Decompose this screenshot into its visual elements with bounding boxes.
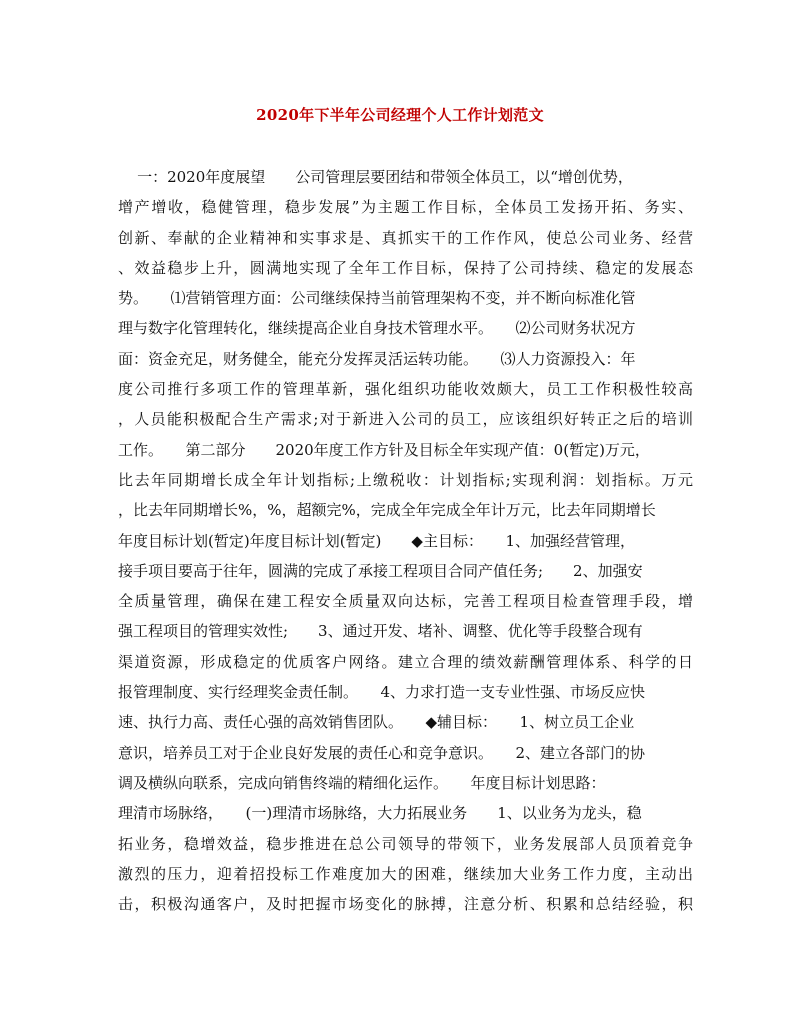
document-body: [118, 162, 693, 919]
body-line-16: 强工程项目的管理实效性; 3、通过开发、堵补、调整、优化等手段整合现有: [118, 622, 643, 641]
body-line-9: ，人员能积极配合生产需求;对于新进入公司的员工，应该组织好转正之后的培训: [118, 410, 693, 429]
body-line-8: 度公司推行多项工作的管理革新，强化组织功能收效颇大，员工工作积极性较高: [118, 380, 693, 399]
body-line-22: 理清市场脉络， (一)理清市场脉络，大力拓展业务 1、以业务为龙头，稳: [118, 804, 642, 823]
body-line-11: 比去年同期增长成全年计划指标;上缴税收：计划指标;实现利润：划指标。万元: [118, 470, 693, 489]
body-line-18: 报管理制度、实行经理奖金责任制。 4、力求打造一支专业性强、市场反应快: [118, 683, 646, 702]
body-line-20: 意识，培养员工对于企业良好发展的责任心和竞争意识。 2、建立各部门的协: [118, 743, 646, 762]
body-line-25: 击，积极沟通客户，及时把握市场变化的脉搏，注意分析、积累和总结经验，积: [118, 895, 693, 914]
body-line-21: 调及横纵向联系，完成向销售终端的精细化运作。 年度目标计划思路：: [118, 773, 606, 792]
body-line-17: 渠道资源，形成稳定的优质客户网络。建立合理的绩效薪酬管理体系、科学的日: [118, 652, 693, 671]
body-line-3: 创新、奉献的企业精神和实事求是、真抓实干的工作作风，使总公司业务、经营: [118, 228, 693, 247]
body-line-2: 增产增收，稳健管理，稳步发展”为主题工作目标，全体员工发扬开拓、务实、: [118, 198, 693, 217]
body-line-19: 速、执行力高、责任心强的高效销售团队。 ◆辅目标： 1、树立员工企业: [118, 713, 635, 732]
body-line-15: 全质量管理，确保在建工程安全质量双向达标，完善工程项目检查管理手段，增: [118, 592, 693, 611]
body-line-13: 年度目标计划(暂定)年度目标计划(暂定) ◆主目标： 1、加强经营管理，: [118, 531, 635, 550]
document-title: 2020年下半年公司经理个人工作计划范文: [256, 106, 544, 124]
body-line-4: 、效益稳步上升，圆满地实现了全年工作目标，保持了公司持续、稳定的发展态: [118, 258, 693, 277]
body-line-10: 工作。 第二部分 2020年度工作方针及目标全年实现产值：0(暂定)万元，: [118, 440, 650, 459]
body-line-6: 理与数字化管理转化，继续提高企业自身技术管理水平。 ⑵公司财务状况方: [118, 319, 636, 338]
body-line-24: 激烈的压力，迎着招投标工作难度加大的困难，继续加大业务工作力度，主动出: [118, 864, 693, 883]
body-line-23: 拓业务，稳增效益，稳步推进在总公司领导的带领下，业务发展部人员顶着竞争: [118, 834, 693, 853]
body-line-12: ，比去年同期增长%，%，超额完%，完成全年完成全年计万元，比去年同期增长: [118, 501, 656, 520]
body-line-5: 势。 ⑴营销管理方面：公司继续保持当前管理架构不变，并不断向标准化管: [118, 289, 636, 308]
body-line-14: 接手项目要高于往年，圆满的完成了承接工程项目合同产值任务; 2、加强安: [118, 561, 643, 580]
body-line-1: 一：2020年度展望 公司管理层要团结和带领全体员工，以“增创优势，: [118, 168, 633, 186]
body-line-7: 面：资金充足，财务健全，能充分发挥灵活运转功能。 ⑶人力资源投入：年: [118, 349, 636, 368]
